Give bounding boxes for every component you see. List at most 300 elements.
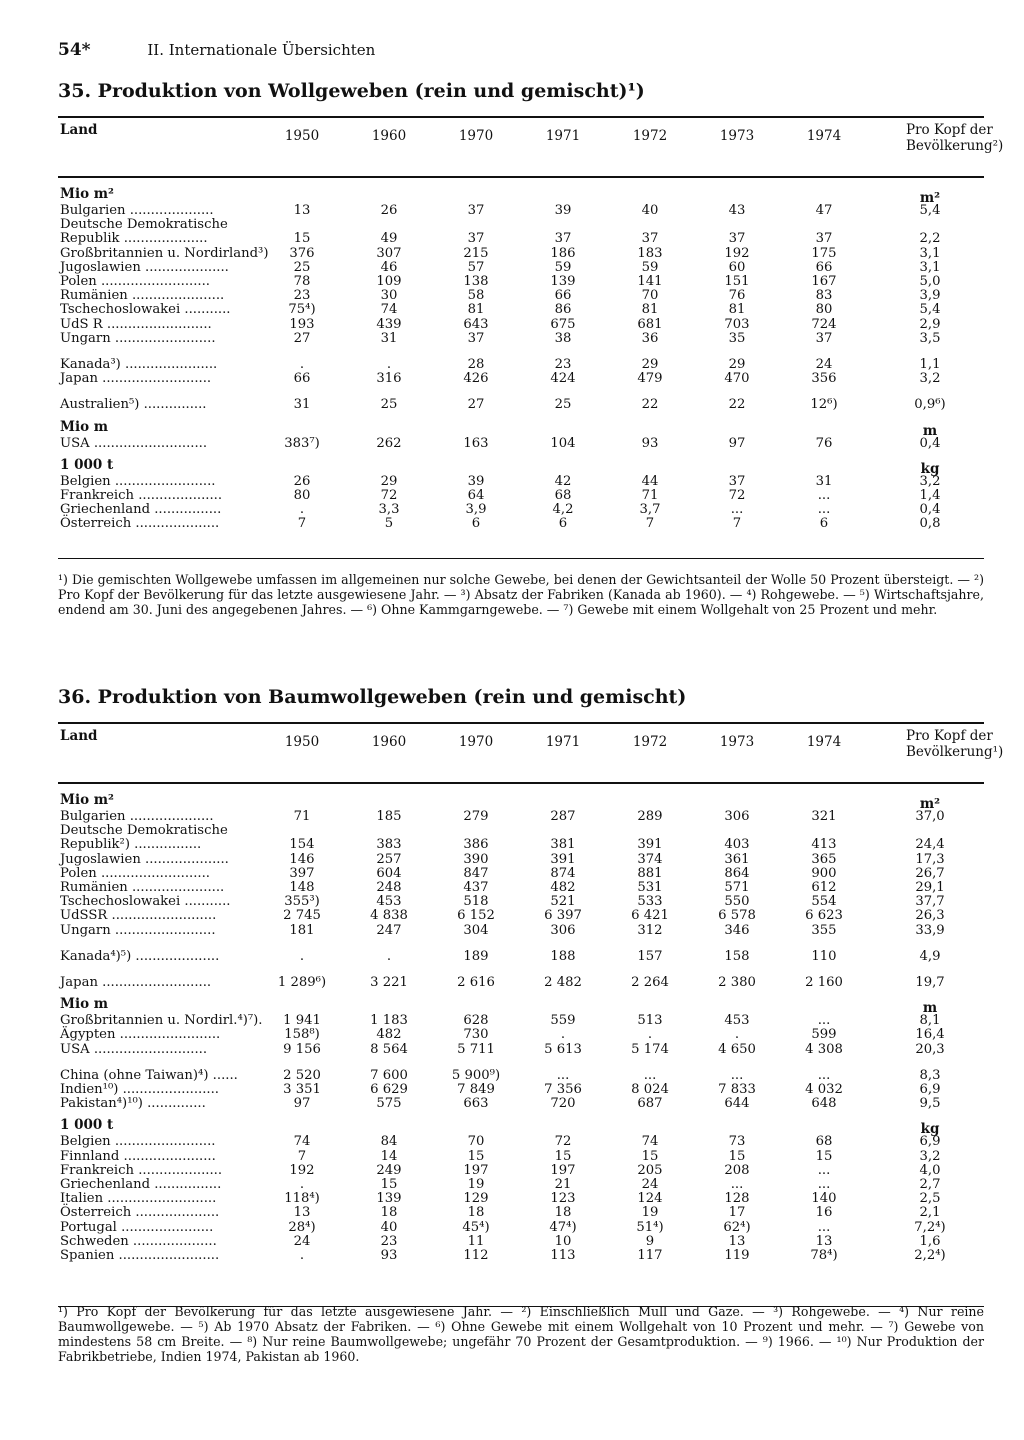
- row-label: Japan ..........................: [60, 975, 212, 990]
- cell-per-capita: 0,9⁶): [914, 397, 946, 413]
- cell-value: 192: [724, 245, 750, 261]
- cell-value: 2 520: [283, 1067, 321, 1083]
- cell-per-capita: 5,4: [919, 203, 941, 218]
- cell-value: 37: [641, 231, 659, 247]
- cell-value: 6 578: [718, 908, 756, 924]
- row-label: UdSSR .........................: [60, 908, 217, 924]
- cell-value: 15: [728, 1148, 746, 1164]
- cell-value: 5: [384, 516, 394, 532]
- table-row: [58, 398, 984, 412]
- cell-per-capita: 2,9: [919, 316, 941, 332]
- cell-value: 4,2: [552, 502, 574, 518]
- table-row: [58, 1135, 984, 1149]
- cell-per-capita: 33,9: [915, 922, 945, 938]
- cell-value: 66: [554, 288, 572, 304]
- table-row: [58, 261, 984, 275]
- cell-value: 482: [550, 880, 576, 895]
- row-label: USA ...........................: [60, 1041, 208, 1057]
- cell-value: 197: [550, 1162, 576, 1178]
- table-row: [58, 1164, 984, 1178]
- table-row: [58, 810, 984, 824]
- cell-per-capita: 3,2: [919, 1148, 941, 1164]
- cell-per-capita: 2,1: [919, 1205, 941, 1221]
- cell-value: 78: [293, 274, 311, 289]
- cell-value: 72: [554, 1134, 572, 1150]
- cell-value: .: [299, 1177, 305, 1192]
- cell-value: 257: [376, 851, 402, 867]
- table-row: [58, 475, 984, 489]
- cell-value: 72: [728, 488, 746, 503]
- table-row: [58, 1235, 984, 1249]
- cell-value: .: [734, 1027, 740, 1043]
- cell-value: .: [386, 357, 392, 372]
- cell-value: .: [299, 357, 305, 372]
- cell-value: 386: [463, 837, 489, 853]
- cell-value: 307: [376, 245, 402, 261]
- cell-per-capita: 20,3: [915, 1041, 945, 1057]
- cell-value: 7 833: [718, 1082, 756, 1097]
- cell-value: 80: [293, 488, 311, 503]
- row-label: Ungarn ........................: [60, 330, 216, 346]
- cell-per-capita: 8,3: [919, 1067, 941, 1083]
- cell-value: 24: [641, 1177, 659, 1192]
- cell-value: 289: [637, 809, 663, 824]
- cell-value: 604: [376, 865, 402, 881]
- cell-value: 13: [815, 1233, 833, 1249]
- cell-value: 71: [641, 488, 659, 503]
- table-35-footnotes: [58, 572, 984, 617]
- row-label: Jugoslawien ....................: [60, 851, 229, 867]
- table-35: [58, 80, 1004, 559]
- table-row: [58, 204, 984, 218]
- cell-value: 13: [293, 1205, 311, 1221]
- table-36-title: 36. Produktion von Baumwollgeweben (rein und gemischt): [58, 686, 687, 708]
- cell-value: .: [386, 948, 392, 964]
- cell-value: ...: [817, 488, 831, 503]
- unit-heading-per-capita: m: [922, 422, 938, 439]
- cell-value: 25: [293, 259, 311, 275]
- row-label: Frankreich ....................: [60, 488, 223, 503]
- cell-per-capita: 37,0: [915, 809, 945, 824]
- cell-value: 51⁴): [636, 1219, 664, 1235]
- cell-value: 482: [376, 1027, 402, 1043]
- row-label: Ungarn ........................: [60, 922, 216, 938]
- row-label: Deutsche Demokratische: [60, 823, 228, 839]
- cell-per-capita: 5,0: [919, 274, 941, 289]
- table-row: [58, 895, 984, 909]
- cell-per-capita: 6,9: [919, 1082, 941, 1097]
- unit-heading-per-capita: m²: [919, 190, 941, 206]
- column-header-year: 1972: [632, 734, 668, 750]
- row-label: Griechenland ................: [60, 502, 222, 518]
- cell-value: 7 849: [457, 1082, 495, 1097]
- cell-value: 35: [728, 330, 746, 346]
- unit-heading: Mio m²: [60, 792, 114, 808]
- cell-value: 189: [463, 948, 489, 964]
- cell-value: 247: [376, 922, 402, 938]
- cell-value: 81: [641, 302, 659, 318]
- cell-value: 453: [376, 894, 402, 910]
- cell-value: 439: [376, 316, 402, 332]
- cell-value: 13: [728, 1233, 746, 1249]
- cell-value: 215: [463, 245, 489, 261]
- cell-value: 192: [289, 1162, 315, 1178]
- cell-value: 15: [380, 1177, 398, 1192]
- cell-value: 148: [289, 880, 315, 895]
- cell-value: 687: [637, 1096, 663, 1112]
- row-label: Bulgarien ....................: [60, 809, 214, 824]
- cell-value: 426: [463, 371, 489, 387]
- cell-value: 479: [637, 371, 663, 387]
- cell-per-capita: 16,4: [915, 1027, 945, 1043]
- column-header-year: 1970: [458, 128, 494, 144]
- row-label: Tschechoslowakei ...........: [60, 302, 231, 318]
- table-row: [58, 332, 984, 346]
- cell-value: 9: [645, 1233, 655, 1249]
- table-row: [58, 275, 984, 289]
- running-head: [58, 40, 375, 60]
- row-label: Portugal ......................: [60, 1219, 214, 1235]
- table-row: [58, 1249, 984, 1263]
- cell-value: 599: [811, 1027, 837, 1043]
- cell-value: 47⁴): [549, 1219, 577, 1235]
- cell-value: 724: [811, 316, 837, 332]
- cell-per-capita: 9,5: [919, 1096, 941, 1112]
- cell-value: 397: [289, 865, 315, 881]
- cell-value: 74: [380, 302, 398, 318]
- cell-value: 391: [550, 851, 576, 867]
- cell-per-capita: 3,1: [919, 259, 941, 275]
- cell-per-capita: 37,7: [915, 894, 945, 910]
- cell-per-capita: 5,4: [919, 302, 941, 318]
- cell-per-capita: 3,2: [919, 473, 941, 489]
- cell-value: 40: [641, 203, 659, 218]
- cell-value: 390: [463, 851, 489, 867]
- cell-value: 3,3: [378, 502, 400, 518]
- row-label: Japan ..........................: [60, 371, 212, 387]
- cell-value: 24: [815, 357, 833, 372]
- table-row: [58, 372, 984, 386]
- table-row: [58, 838, 984, 852]
- row-label: USA ...........................: [60, 435, 208, 451]
- cell-per-capita: 8,1: [919, 1013, 941, 1029]
- cell-value: 167: [811, 274, 837, 289]
- cell-value: 44: [641, 473, 659, 489]
- cell-value: 15: [641, 1148, 659, 1164]
- cell-value: 316: [376, 371, 402, 387]
- row-label: Bulgarien ....................: [60, 203, 214, 218]
- table-row: [58, 909, 984, 923]
- cell-value: 197: [463, 1162, 489, 1178]
- cell-value: 663: [463, 1096, 489, 1112]
- cell-value: 70: [467, 1134, 485, 1150]
- cell-value: 730: [463, 1027, 489, 1043]
- cell-value: 37: [815, 231, 833, 247]
- cell-value: 208: [724, 1162, 750, 1178]
- table-35-title: 35. Produktion von Wollgeweben (rein und gemischt)¹): [58, 80, 645, 102]
- cell-value: 113: [550, 1248, 576, 1263]
- table-36-footnote-text: ¹) Pro Kopf der Bevölkerung für das letzte ausgewiesene Jahr. — ²) Einschließlich Mull und Gaze. — ³) Rohgewebe. — ⁴) Nur reine Baumwollgewebe. — ⁵) Ab 1970 Absatz der Fabriken. — ⁶) Ohne Gewebe mit einem Wollgehalt von 10 Prozent und mehr. — ⁷) Gewebe von mindestens 58 cm Breite. — ⁸) Nur reine Baumwollgewebe; ungefähr 70 Prozent der Gesamtproduktion. — ⁹) 1966. — ¹⁰) Nur Produktion der Fabrikbetriebe, Indien 1974, Pakistan ab 1960.: [58, 1304, 984, 1364]
- cell-value: 279: [463, 809, 489, 824]
- cell-value: 847: [463, 865, 489, 881]
- table-row: [58, 1221, 984, 1235]
- cell-value: 864: [724, 865, 750, 881]
- cell-value: 355: [811, 922, 837, 938]
- column-header-year: 1950: [284, 734, 320, 750]
- cell-value: 1 941: [283, 1013, 321, 1029]
- cell-value: 16: [815, 1205, 833, 1221]
- cell-value: 356: [811, 371, 837, 387]
- cell-value: 13: [293, 203, 311, 218]
- cell-value: 681: [637, 316, 663, 332]
- cell-value: 93: [380, 1248, 398, 1263]
- column-header-year: 1972: [632, 128, 668, 144]
- cell-value: 71: [293, 809, 311, 824]
- page-number: 54*: [58, 40, 91, 60]
- cell-value: 59: [554, 259, 572, 275]
- cell-value: 575: [376, 1096, 402, 1112]
- column-header-year: 1970: [458, 734, 494, 750]
- cell-value: ...: [817, 1067, 831, 1083]
- cell-value: 8 024: [631, 1082, 669, 1097]
- cell-value: 10: [554, 1233, 572, 1249]
- row-label: Kanada⁴)⁵) ....................: [60, 948, 220, 964]
- table-row: [58, 1043, 984, 1057]
- cell-value: ...: [817, 1177, 831, 1192]
- cell-value: 66: [293, 371, 311, 387]
- cell-value: 648: [811, 1096, 837, 1112]
- cell-value: 118⁴): [284, 1191, 320, 1207]
- row-label: Frankreich ....................: [60, 1162, 223, 1178]
- cell-value: 8 564: [370, 1041, 408, 1057]
- cell-value: 306: [550, 922, 576, 938]
- cell-value: 86: [554, 302, 572, 318]
- cell-value: 74: [293, 1134, 311, 1150]
- table-35-body: [58, 178, 984, 558]
- cell-value: 28: [467, 357, 485, 372]
- cell-value: 37: [554, 231, 572, 247]
- cell-value: 424: [550, 371, 576, 387]
- cell-value: 31: [815, 473, 833, 489]
- cell-value: 81: [467, 302, 485, 318]
- cell-value: 76: [815, 435, 833, 451]
- cell-value: 7 600: [370, 1067, 408, 1083]
- cell-per-capita: 6,9: [919, 1134, 941, 1150]
- row-label: Italien ..........................: [60, 1191, 217, 1207]
- cell-value: 9 156: [283, 1041, 321, 1057]
- cell-value: 6: [558, 516, 568, 532]
- cell-value: 139: [376, 1191, 402, 1207]
- cell-value: 3 351: [283, 1082, 321, 1097]
- column-header-per-capita: Pro Kopf der Bevölkerung¹): [906, 728, 1004, 760]
- table-row: [58, 976, 984, 990]
- cell-value: 37: [815, 330, 833, 346]
- cell-value: 181: [289, 922, 315, 938]
- cell-value: 124: [637, 1191, 663, 1207]
- cell-value: 403: [724, 837, 750, 853]
- cell-value: 158: [724, 948, 750, 964]
- table-row: [58, 867, 984, 881]
- cell-value: 37: [728, 473, 746, 489]
- cell-value: 123: [550, 1191, 576, 1207]
- cell-value: 151: [724, 274, 750, 289]
- cell-value: 531: [637, 880, 663, 895]
- cell-value: 437: [463, 880, 489, 895]
- cell-value: 571: [724, 880, 750, 895]
- cell-value: 57: [467, 259, 485, 275]
- cell-value: 18: [467, 1205, 485, 1221]
- column-header-year: 1971: [545, 128, 581, 144]
- table-row: [58, 924, 984, 938]
- cell-value: 58: [467, 288, 485, 304]
- cell-value: 19: [641, 1205, 659, 1221]
- cell-value: 185: [376, 809, 402, 824]
- cell-value: 304: [463, 922, 489, 938]
- cell-value: 39: [467, 473, 485, 489]
- cell-value: 4 650: [718, 1041, 756, 1057]
- cell-value: 6: [819, 516, 829, 532]
- cell-per-capita: 26,3: [915, 908, 945, 924]
- cell-value: 36: [641, 330, 659, 346]
- cell-value: 23: [380, 1233, 398, 1249]
- row-label: Republik²) ................: [60, 837, 202, 853]
- cell-value: 49: [380, 231, 398, 247]
- table-35-bottom-rule: [58, 558, 984, 559]
- cell-value: 321: [811, 809, 837, 824]
- row-label: Kanada³) ......................: [60, 357, 218, 372]
- cell-value: 644: [724, 1096, 750, 1112]
- cell-per-capita: 1,1: [919, 357, 941, 372]
- cell-per-capita: 29,1: [915, 880, 945, 895]
- unit-heading-per-capita: kg: [920, 460, 940, 477]
- cell-value: 38: [554, 330, 572, 346]
- cell-value: 128: [724, 1191, 750, 1207]
- cell-value: 84: [380, 1134, 398, 1150]
- cell-value: 140: [811, 1191, 837, 1207]
- row-label: Indien¹⁰) .......................: [60, 1082, 219, 1097]
- cell-value: 381: [550, 837, 576, 853]
- cell-value: 643: [463, 316, 489, 332]
- cell-value: 26: [293, 473, 311, 489]
- cell-value: 4 308: [805, 1041, 843, 1057]
- table-row: [58, 1069, 984, 1083]
- unit-heading: Mio m²: [60, 186, 114, 202]
- row-label: China (ohne Taiwan)⁴) ......: [60, 1067, 238, 1083]
- table-row: [58, 218, 984, 232]
- cell-value: 186: [550, 245, 576, 261]
- cell-value: 346: [724, 922, 750, 938]
- cell-per-capita: 2,2: [919, 231, 941, 247]
- cell-per-capita: 26,7: [915, 865, 945, 881]
- row-label: Rumänien ......................: [60, 288, 225, 304]
- cell-value: 312: [637, 922, 663, 938]
- section-title: II. Internationale Übersichten: [147, 41, 376, 59]
- cell-value: 163: [463, 435, 489, 451]
- table-row: [58, 853, 984, 867]
- row-label: Australien⁵) ...............: [60, 397, 207, 413]
- table-row: [58, 1150, 984, 1164]
- cell-value: 470: [724, 371, 750, 387]
- cell-value: 68: [815, 1134, 833, 1150]
- cell-value: 138: [463, 274, 489, 289]
- cell-value: 74: [641, 1134, 659, 1150]
- cell-value: 25: [380, 397, 398, 413]
- table-row: [58, 489, 984, 503]
- table-row: [58, 247, 984, 261]
- cell-per-capita: 0,8: [919, 516, 941, 532]
- cell-value: 900: [811, 865, 837, 881]
- cell-value: 154: [289, 837, 315, 853]
- cell-value: 70: [641, 288, 659, 304]
- cell-value: 97: [728, 435, 746, 451]
- cell-value: 391: [637, 837, 663, 853]
- table-row: [58, 1178, 984, 1192]
- cell-value: 27: [293, 330, 311, 346]
- cell-per-capita: 3,5: [919, 330, 941, 346]
- cell-value: 5 174: [631, 1041, 669, 1057]
- cell-value: 249: [376, 1162, 402, 1178]
- cell-value: ...: [817, 1219, 831, 1235]
- cell-value: 76: [728, 288, 746, 304]
- cell-value: 60: [728, 259, 746, 275]
- cell-value: ...: [817, 502, 831, 518]
- cell-value: 15: [293, 231, 311, 247]
- cell-value: 518: [463, 894, 489, 910]
- row-label: Polen ..........................: [60, 274, 210, 289]
- column-header-year: 1960: [371, 734, 407, 750]
- cell-value: 7: [297, 516, 307, 532]
- cell-value: 7 356: [544, 1082, 582, 1097]
- cell-value: 2 264: [631, 975, 669, 990]
- cell-value: 109: [376, 274, 402, 289]
- cell-value: 39: [554, 203, 572, 218]
- cell-value: 559: [550, 1013, 576, 1029]
- cell-value: 628: [463, 1013, 489, 1029]
- cell-value: 513: [637, 1013, 663, 1029]
- cell-value: .: [560, 1027, 566, 1043]
- column-header-per-capita: Pro Kopf der Bevölkerung²): [906, 122, 1004, 154]
- column-header-year: 1974: [806, 128, 842, 144]
- cell-value: 188: [550, 948, 576, 964]
- cell-value: 175: [811, 245, 837, 261]
- column-header-year: 1960: [371, 128, 407, 144]
- cell-value: 413: [811, 837, 837, 853]
- row-label: Pakistan⁴)¹⁰) ..............: [60, 1096, 206, 1112]
- cell-value: 37: [467, 203, 485, 218]
- row-label: Finnland ......................: [60, 1148, 216, 1164]
- cell-value: 521: [550, 894, 576, 910]
- cell-value: 40: [380, 1219, 398, 1235]
- table-35-header: [58, 118, 1004, 176]
- cell-per-capita: 1,6: [919, 1233, 941, 1249]
- cell-value: 46: [380, 259, 398, 275]
- cell-value: 376: [289, 245, 315, 261]
- cell-value: 117: [637, 1248, 663, 1263]
- row-label: Österreich ....................: [60, 516, 220, 532]
- table-36: [58, 686, 1004, 1307]
- cell-value: 4 032: [805, 1082, 843, 1097]
- cell-value: 287: [550, 809, 576, 824]
- table-row: [58, 1097, 984, 1111]
- cell-per-capita: 24,4: [915, 837, 945, 853]
- column-header-year: 1973: [719, 734, 755, 750]
- cell-value: 612: [811, 880, 837, 895]
- cell-value: 17: [728, 1205, 746, 1221]
- unit-heading: 1 000 t: [60, 456, 114, 473]
- cell-value: 720: [550, 1096, 576, 1112]
- cell-value: 83: [815, 288, 833, 304]
- cell-per-capita: 4,9: [919, 948, 941, 964]
